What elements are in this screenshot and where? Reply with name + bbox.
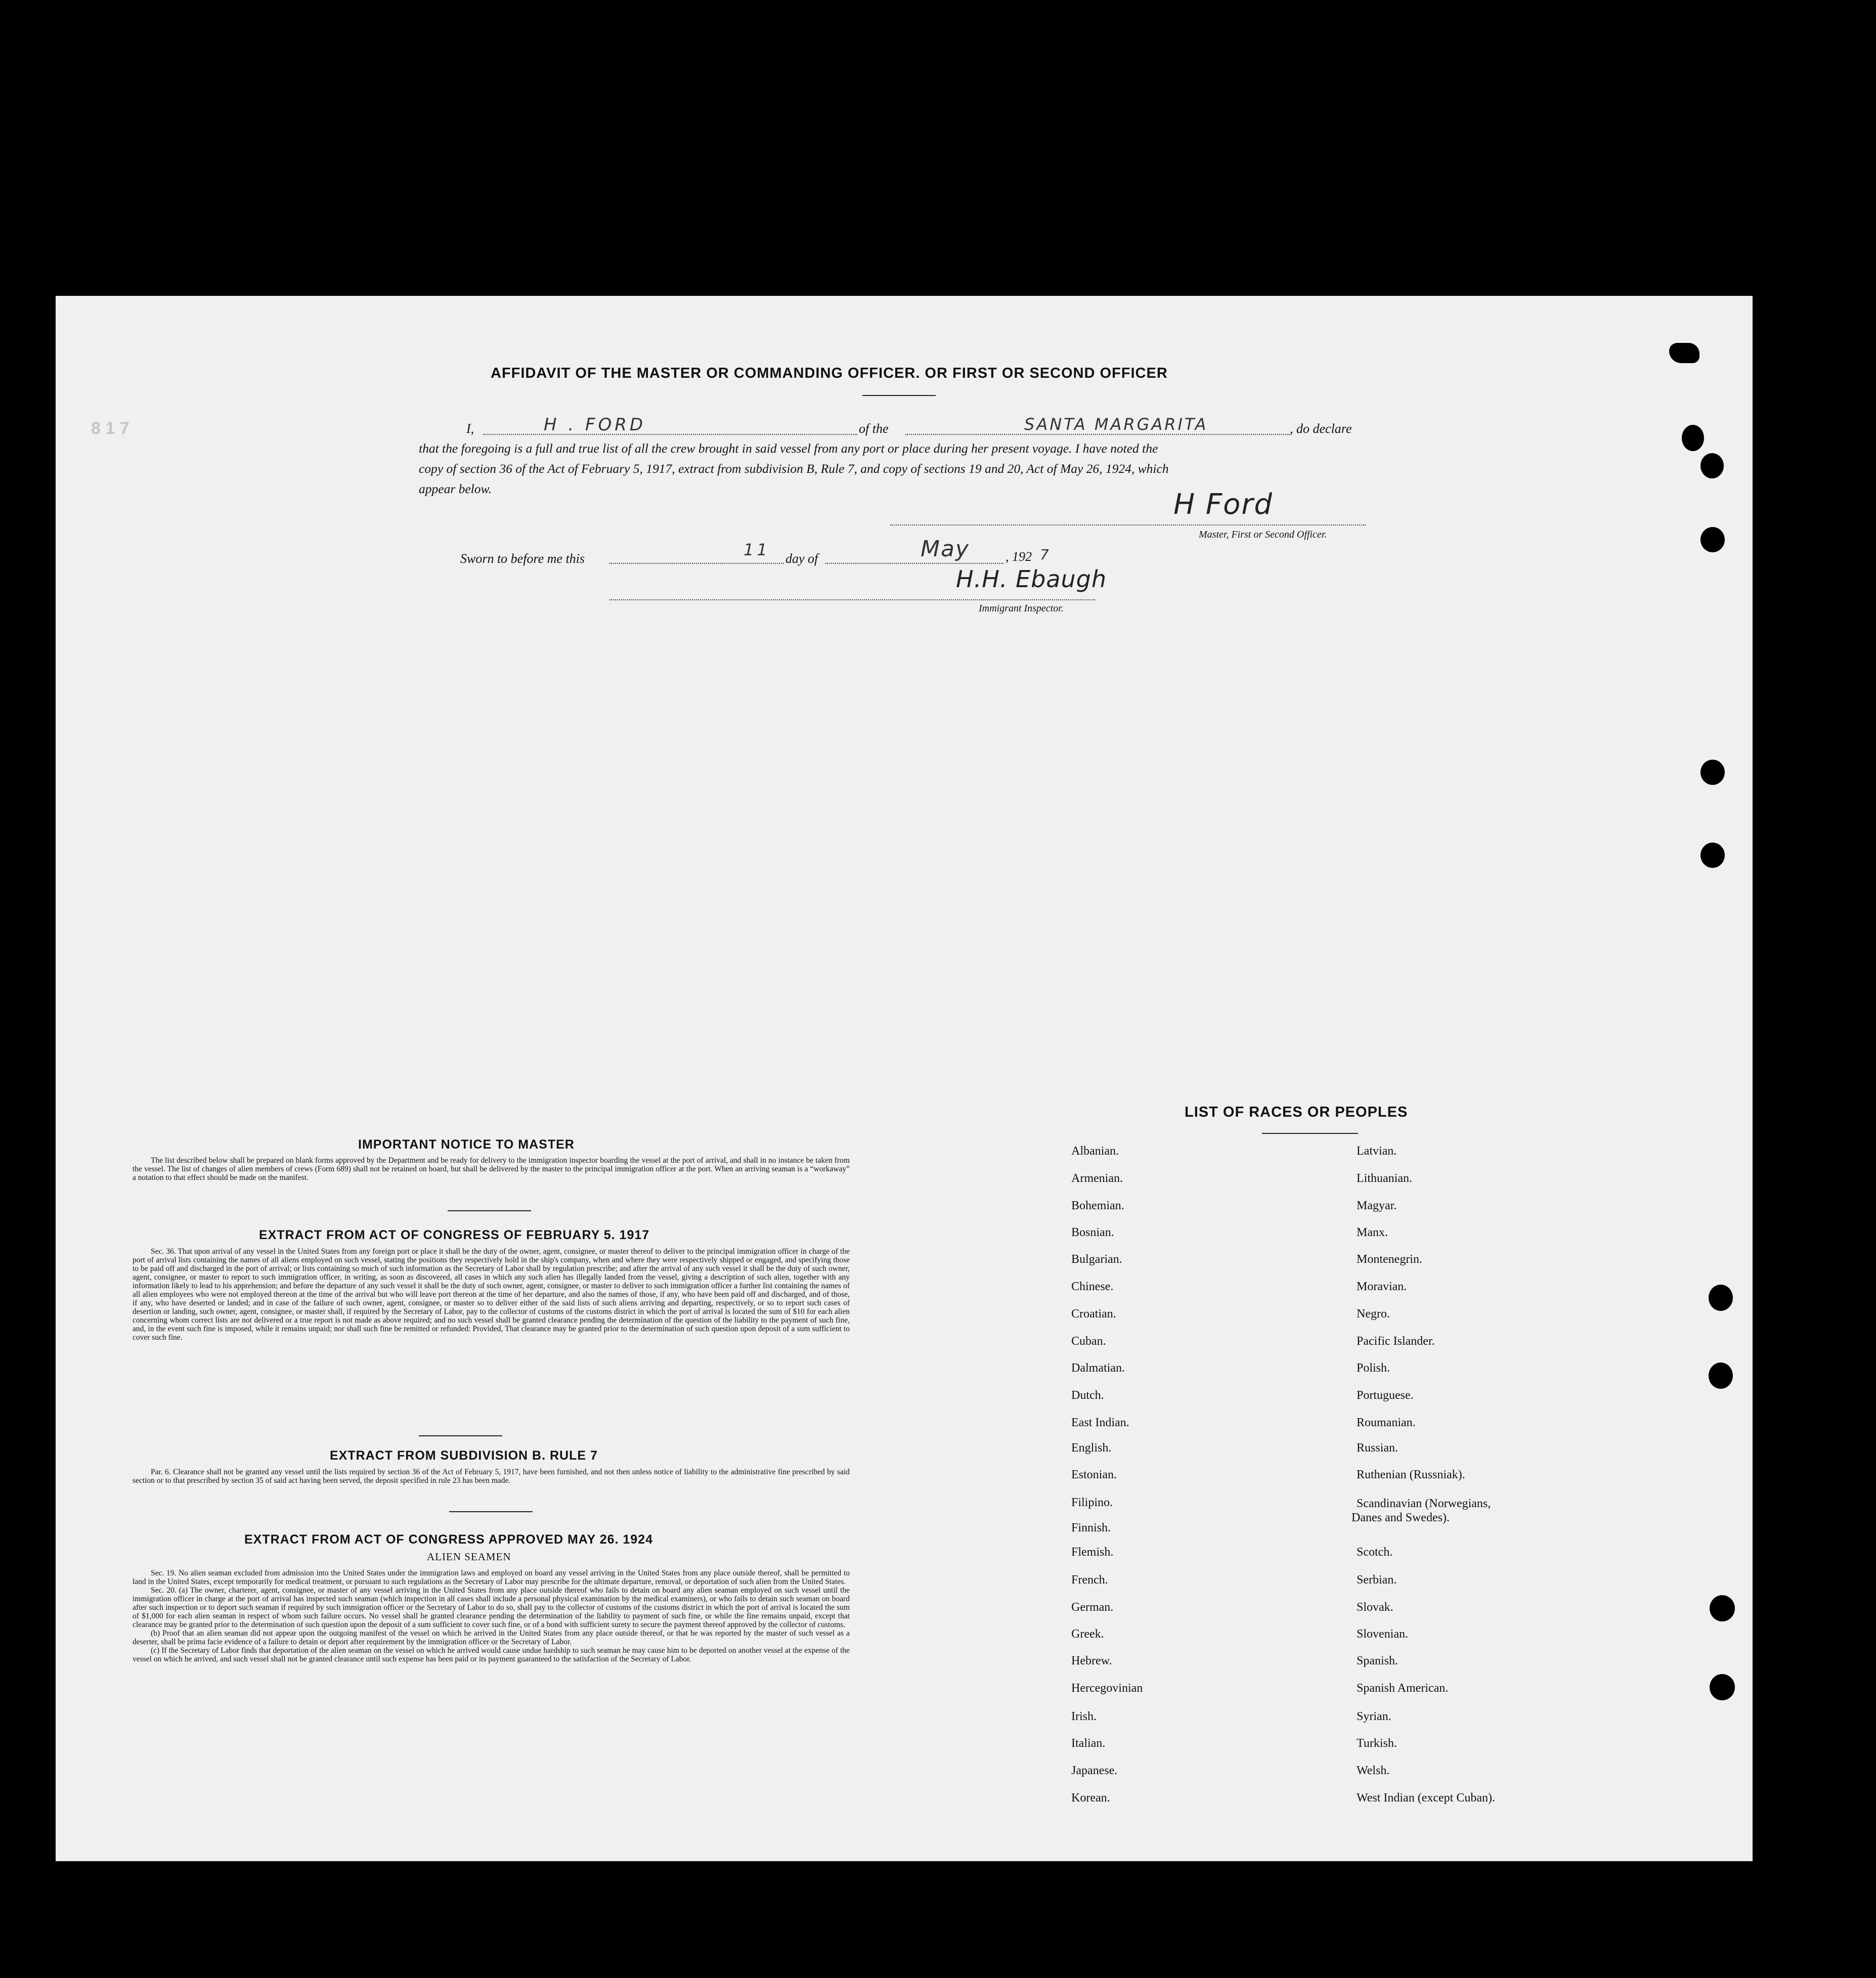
race-item: Dalmatian. xyxy=(1071,1361,1125,1375)
sworn-label: Sworn to before me this xyxy=(460,551,585,566)
vessel-name: SANTA MARGARITA xyxy=(1024,415,1208,434)
master-name: H . FORD xyxy=(544,415,646,435)
race-item: Polish. xyxy=(1357,1361,1390,1375)
race-item: Croatian. xyxy=(1071,1307,1116,1321)
master-name-line xyxy=(483,434,857,435)
punch-hole xyxy=(1709,1285,1733,1311)
section-rule xyxy=(419,1435,502,1436)
punch-hole xyxy=(1710,1595,1735,1621)
race-item: Bulgarian. xyxy=(1071,1253,1122,1266)
inspector-caption: Immigrant Inspector. xyxy=(979,603,1064,614)
notice-title: IMPORTANT NOTICE TO MASTER xyxy=(358,1137,575,1152)
race-item: Manx. xyxy=(1357,1226,1388,1239)
race-item: Pacific Islander. xyxy=(1357,1335,1435,1348)
race-item: Estonian. xyxy=(1071,1468,1117,1481)
i-label: I, xyxy=(466,421,474,436)
punch-hole xyxy=(1710,1674,1735,1700)
section-36-paragraph: Sec. 36. That upon arrival of any vessel in the United States from any foreign port or place it shall be the duty of the owner, agent, consignee, or master thereof to deliver to the principal immigration officer in charge of the port of arrival lists containing the names of all aliens employed on such vessel, stating the positions they respectively hold in the ship's company, when and where they were respectively shipped or engaged, and specifying those to be paid off and discharged in the port of arrival; or lists containing so much of such information as the Secretary of Labor shall by regulation prescribe; and after the arrival of any such vessel it shall be the duty of such owner, agent, consignee, or master to report to such immigration officer, in writing, as soon as discovered, all cases in which any such alien has illegally landed from the vessel, giving a description of such alien, together with any information likely to lead to his apprehension; and before the departure of any such vessel it shall be the duty of such owner, agent, consignee, or master to deliver to such immigration officer a further list containing the names of all alien employees who were not employed thereon at the time of the arrival but who will leave port thereon at the time of her departure, and also the names of those, if any, who have been paid off and discharged, and of those, if any, who have deserted or landed; and in case of the failure of such owner, agent, consignee, or master so to deliver either of the said lists of such aliens arriving and departing, respectively, or so to report such cases of desertion or landing, such owner, agent, consignee, or master shall, if required by the Secretary of Labor, pay to the collector of customs of the customs district in which the port of arrival is located the sum of $10 for each alien concerning whom correct lists are not delivered or a true report is not made as above required; and no such vessel shall be granted clearance pending the determination of the question of the liability to the payment of such fine, and, in the event such fine is imposed, while it remains unpaid; nor shall such fine be remitted or refunded: Provided, That clearance may be granted prior to the determination of such question upon deposit of a sum sufficient to cover such fine. xyxy=(133,1247,850,1342)
races-title: LIST OF RACES OR PEOPLES xyxy=(1185,1104,1408,1120)
race-item: Flemish. xyxy=(1071,1546,1114,1559)
of-the-label: of the xyxy=(859,421,889,436)
extract-1917-title: EXTRACT FROM ACT OF CONGRESS OF FEBRUARY 5. 1917 xyxy=(259,1228,650,1242)
punch-hole xyxy=(1669,343,1699,363)
race-item: Ruthenian (Russniak). xyxy=(1357,1468,1465,1481)
race-item: Serbian. xyxy=(1357,1573,1397,1587)
race-item: East Indian. xyxy=(1071,1416,1129,1429)
inspector-signature: H.H. Ebaugh xyxy=(956,565,1107,593)
sec20c-paragraph: (c) If the Secretary of Labor finds that deportation of the alien seaman on the vessel on which he arrived would cause undue hardship to such seaman he may cause him to be deported on another vessel at the expense of the vessel on which he arrived, and such vessel shall not be granted clearance until such expense has been paid or its payment guaranteed to the satisfaction of the Secretary of Labor. xyxy=(133,1646,850,1663)
race-item: Filipino. xyxy=(1071,1496,1113,1509)
race-item: Welsh. xyxy=(1357,1764,1390,1777)
sworn-month-line xyxy=(825,563,1004,564)
race-item: West Indian (except Cuban). xyxy=(1357,1791,1495,1805)
race-item: Slovenian. xyxy=(1357,1628,1408,1641)
race-item: Slovak. xyxy=(1357,1601,1393,1614)
race-item: Moravian. xyxy=(1357,1280,1407,1293)
punch-hole xyxy=(1682,425,1704,451)
race-item: Bohemian. xyxy=(1071,1199,1124,1212)
extract-1924-text xyxy=(133,1569,850,1663)
affidavit-body-line2: copy of section 36 of the Act of February 5, 1917, extract from subdivision B, Rule 7, and copy of sections 19 and 20, Act of May 26, 1924, which xyxy=(419,461,1169,476)
race-item: Scandinavian (Norwegians, xyxy=(1357,1497,1491,1510)
race-item: Armenian. xyxy=(1071,1172,1123,1185)
section-rule xyxy=(448,1210,531,1211)
race-item: Albanian. xyxy=(1071,1145,1119,1158)
race-item: German. xyxy=(1071,1601,1114,1614)
race-item: Italian. xyxy=(1071,1737,1106,1750)
affidavit-title: AFFIDAVIT OF THE MASTER OR COMMANDING OFFICER. OR FIRST OR SECOND OFFICER xyxy=(491,365,1168,381)
race-item: English. xyxy=(1071,1441,1112,1455)
notice-paragraph: The list described below shall be prepared on blank forms approved by the Department and be ready for delivery to the immigration inspector boarding the vessel at the port of arrival, and shall in no instance be taken from the vessel. The list of changes of alien members of crews (Form 689) shall not be retained on board, but shall be delivered by the master to the principal immigration officer at the port. When an arriving seaman is a “workaway” a notation to that effect should be made on the manifest. xyxy=(133,1156,850,1182)
rule7-title: EXTRACT FROM SUBDIVISION B. RULE 7 xyxy=(330,1448,598,1463)
punch-hole xyxy=(1700,453,1724,478)
sworn-day: 11 xyxy=(744,540,770,559)
race-item: Spanish. xyxy=(1357,1654,1399,1667)
affidavit-body-line3: appear below. xyxy=(419,481,492,496)
race-item: Roumanian. xyxy=(1357,1416,1416,1429)
sworn-day-line xyxy=(609,563,784,564)
sec20a-paragraph: Sec. 20. (a) The owner, charterer, agent, consignee, or master of any vessel arriving in the United States from any place outside thereof who fails to detain on board any alien seaman employed on such vessel until the immigration officer in charge at the port of arrival has inspected such seaman (which inspection in all cases shall include a personal physical examination by the medical examiners), or who fails to detain such seaman on board after such inspection or to deport such seaman if required by such immigration officer or the Secretary of Labor to do so, shall pay to the collector of customs of the customs district in which the port of arrival is located the sum of $1,000 for each alien seaman in respect of whom such failure occurs. No vessel shall be granted clearance pending the determination of the liability to payment of such fine, or while the fine remains unpaid, except that clearance may be granted prior to the determination of such question upon the deposit of a sum sufficient to cover such fine, or of a bond with sufficient surety to secure the payment thereof approved by the collector of customs. xyxy=(133,1586,850,1629)
punch-hole xyxy=(1700,843,1725,868)
inspector-signature-line xyxy=(609,599,1095,600)
race-item: Portuguese. xyxy=(1357,1389,1414,1402)
race-item: Hercegovinian xyxy=(1071,1682,1143,1695)
punch-hole xyxy=(1709,1362,1733,1389)
race-item: Turkish. xyxy=(1357,1737,1397,1750)
affidavit-body-line1: that the foregoing is a full and true list of all the crew brought in said vessel from any port or place during her present voyage. I have noted the xyxy=(419,441,1158,456)
vessel-name-line xyxy=(905,434,1290,435)
extract-1924-title: EXTRACT FROM ACT OF CONGRESS APPROVED MAY 26. 1924 xyxy=(244,1532,653,1547)
section-rule xyxy=(449,1511,533,1512)
race-item: Danes and Swedes). xyxy=(1351,1511,1450,1524)
race-item: Chinese. xyxy=(1071,1280,1114,1293)
race-item: Bosnian. xyxy=(1071,1226,1114,1239)
race-item: Korean. xyxy=(1071,1791,1110,1805)
punch-hole xyxy=(1700,760,1725,785)
race-item: French. xyxy=(1071,1573,1108,1587)
race-item: Lithuanian. xyxy=(1357,1172,1412,1185)
punch-hole xyxy=(1700,527,1725,552)
extract-1917-text xyxy=(133,1247,850,1342)
rule7-text xyxy=(133,1468,850,1485)
title-rule xyxy=(862,395,936,396)
race-item: Scotch. xyxy=(1357,1546,1393,1559)
race-item: Magyar. xyxy=(1357,1199,1397,1212)
race-item: Cuban. xyxy=(1071,1335,1106,1348)
sworn-month: May xyxy=(921,536,970,562)
race-item: Irish. xyxy=(1071,1710,1097,1723)
race-item: Latvian. xyxy=(1357,1145,1397,1158)
race-item: Russian. xyxy=(1357,1441,1399,1455)
sec19-paragraph: Sec. 19. No alien seaman excluded from admission into the United States under the immigration laws and employed on board any vessel arriving in the United States from any place outside thereof, shall be permitted to land in the United States, except temporarily for medical treatment, or pursuant to such regulations as the Secretary of Labor may prescribe for the ultimate departure, removal, or deportation of such alien from the United States. xyxy=(133,1569,850,1586)
alien-seamen-subtitle: ALIEN SEAMEN xyxy=(427,1551,511,1563)
race-item: Greek. xyxy=(1071,1628,1104,1641)
notice-text xyxy=(133,1156,850,1182)
year-prefix: , 192 xyxy=(1006,549,1032,564)
race-item: Japanese. xyxy=(1071,1764,1118,1777)
race-item: Montenegrin. xyxy=(1357,1253,1422,1266)
race-item: Syrian. xyxy=(1357,1710,1391,1723)
race-item: Hebrew. xyxy=(1071,1654,1112,1667)
master-signature-line xyxy=(890,524,1366,525)
race-item: Finnish. xyxy=(1071,1521,1111,1534)
sec20b-paragraph: (b) Proof that an alien seaman did not appear upon the outgoing manifest of the vessel on which he arrived in the United States from any place outside thereof, or that he was reported by the master of such vessel as a deserter, shall be prima facie evidence of a failure to detain or deport after requirement by the immigration officer or the Secretary of Labor. xyxy=(133,1629,850,1646)
master-signature: H Ford xyxy=(1173,488,1273,521)
race-item: Dutch. xyxy=(1071,1389,1104,1402)
race-item: Spanish American. xyxy=(1357,1682,1449,1695)
master-caption: Master, First or Second Officer. xyxy=(1199,529,1327,540)
margin-mark: 8 1 7 xyxy=(91,419,129,438)
day-of-label: day of xyxy=(786,551,818,566)
declare-label: , do declare xyxy=(1290,421,1352,436)
races-title-rule xyxy=(1262,1133,1358,1134)
race-item: Negro. xyxy=(1357,1307,1390,1321)
year-digit: 7 xyxy=(1040,546,1052,563)
par6-paragraph: Par. 6. Clearance shall not be granted any vessel until the lists required by section 36 of the Act of February 5, 1917, have been furnished, and not then unless notice of liability to the administrative fine prescribed by said section or to that prescribed by section 35 of said act having been served, the deposit specified in rule 23 has been made. xyxy=(133,1468,850,1485)
